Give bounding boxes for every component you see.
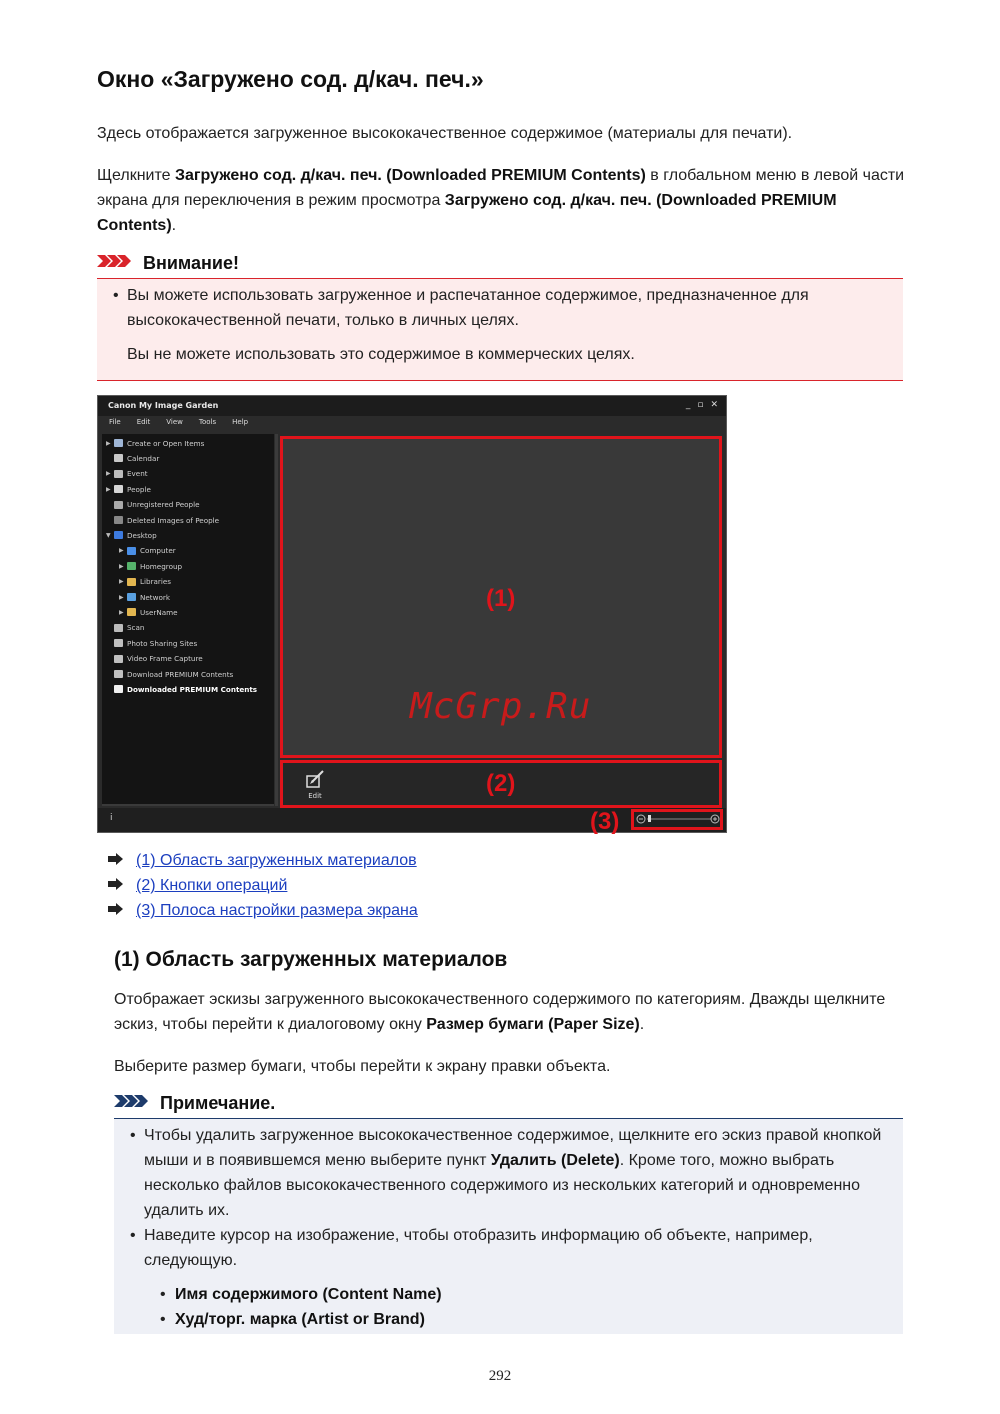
folder-icon xyxy=(114,670,123,678)
sidebar-item[interactable] xyxy=(106,513,219,527)
sidebar-item-label: Deleted Images of People xyxy=(127,515,220,525)
folder-icon xyxy=(114,439,123,447)
sidebar-item[interactable] xyxy=(119,605,178,619)
sidebar-item[interactable] xyxy=(106,636,197,650)
sidebar-item[interactable] xyxy=(106,498,200,512)
sidebar-item[interactable] xyxy=(119,590,170,604)
sidebar-item[interactable] xyxy=(106,467,148,481)
callout-3: (3) xyxy=(590,808,620,835)
caution-heading xyxy=(97,250,239,276)
sidebar-item[interactable] xyxy=(106,482,151,496)
sidebar-item-label: Libraries xyxy=(140,577,172,587)
app-screenshot xyxy=(97,395,727,833)
expand-right-icon[interactable]: ▶ xyxy=(119,608,124,616)
menu-edit[interactable]: Edit xyxy=(136,418,151,426)
link-operation-buttons[interactable]: (2) Кнопки операций xyxy=(136,877,288,894)
note-bold-1: Удалить (Delete) xyxy=(490,1152,620,1169)
note-subbullet-marker: • xyxy=(160,1311,166,1328)
folder-icon xyxy=(127,547,136,555)
sidebar-scrollbar[interactable] xyxy=(102,804,274,806)
sidebar-item[interactable] xyxy=(106,451,159,465)
arrow-right-icon xyxy=(108,902,124,920)
sidebar-item-label: Network xyxy=(140,592,171,602)
folder-icon xyxy=(127,562,136,570)
sidebar-item-label: Calendar xyxy=(127,453,160,463)
expand-right-icon[interactable]: ▶ xyxy=(106,485,111,493)
caution-bullet-continuation: Вы не можете использовать это содержимое в коммерческих целях. xyxy=(127,346,635,363)
note-subbullet-marker: • xyxy=(160,1286,166,1303)
folder-icon xyxy=(127,593,136,601)
sidebar-item-label: Computer xyxy=(140,546,176,556)
caution-label: Внимание! xyxy=(143,252,239,273)
sidebar-item[interactable] xyxy=(106,528,157,542)
sidebar-item[interactable] xyxy=(106,667,233,681)
expand-right-icon[interactable]: ▶ xyxy=(119,593,124,601)
link-display-size-bar[interactable]: (3) Полоса настройки размера экрана xyxy=(136,902,418,919)
edit-label: Edit xyxy=(308,792,322,800)
note-text-1: Чтобы удалить загруженное высококачественное содержимое, щелкните его эскиз правой кнопкой мыши и в появившемся меню выберите пункт xyxy=(144,1127,882,1169)
sidebar-item-label: Create or Open Items xyxy=(127,438,205,448)
callout-2: (2) xyxy=(486,770,516,797)
menu-file[interactable]: File xyxy=(109,418,121,426)
note-arrows-icon xyxy=(114,1093,152,1114)
folder-icon xyxy=(114,516,123,524)
instruction-text-2: в глобальном меню в левой части экрана для переключения в режим просмотра xyxy=(97,167,905,209)
sidebar-item[interactable] xyxy=(106,621,144,635)
edit-icon xyxy=(304,768,326,790)
link-row-2 xyxy=(108,874,287,898)
sidebar-item[interactable] xyxy=(106,682,257,696)
app-menubar xyxy=(98,418,726,432)
folder-icon xyxy=(114,454,123,462)
section-bold-1: Размер бумаги (Paper Size) xyxy=(426,1016,640,1033)
sidebar-item-label: Desktop xyxy=(127,530,157,540)
expand-right-icon[interactable]: ▶ xyxy=(119,547,124,555)
sidebar-item[interactable] xyxy=(106,652,203,666)
folder-icon xyxy=(114,531,123,539)
note-subbullet-2: Худ/торг. марка (Artist or Brand) xyxy=(175,1311,425,1328)
expand-right-icon[interactable]: ▶ xyxy=(106,439,111,447)
sidebar-item[interactable] xyxy=(119,575,171,589)
expand-down-icon[interactable]: ▼ xyxy=(106,531,111,539)
expand-right-icon[interactable]: ▶ xyxy=(119,562,124,570)
callout-1: (1) xyxy=(486,585,516,612)
sidebar-item-label: People xyxy=(127,484,151,494)
folder-icon xyxy=(114,470,123,478)
folder-icon xyxy=(127,608,136,616)
folder-icon xyxy=(127,578,136,586)
folder-icon xyxy=(114,655,123,663)
sidebar-item-label: Video Frame Capture xyxy=(127,654,203,664)
sidebar-item-label: Event xyxy=(127,469,148,479)
caution-bullet-marker: • xyxy=(113,287,119,304)
sidebar-item-label: Photo Sharing Sites xyxy=(127,638,198,648)
section-text-1: Отображает эскизы загруженного высококачественного содержимого по категориям. Дважды щелкните эскиз, чтобы перейти к диалоговому окну xyxy=(114,991,886,1033)
sidebar-item[interactable] xyxy=(106,436,204,450)
maximize-icon[interactable]: ▫ xyxy=(697,400,704,410)
link-downloaded-area[interactable]: (1) Область загруженных материалов xyxy=(136,852,417,869)
sidebar-item-label: Homegroup xyxy=(140,561,183,571)
arrow-right-icon xyxy=(108,852,124,870)
section-paragraph-1 xyxy=(114,987,904,1037)
folder-icon xyxy=(114,501,123,509)
expand-right-icon[interactable]: ▶ xyxy=(106,470,111,478)
menu-help[interactable]: Help xyxy=(232,418,249,426)
note-bullet-2: Наведите курсор на изображение, чтобы отобразить информацию об объекте, например, следующую. xyxy=(144,1227,813,1269)
instruction-text-3: . xyxy=(171,217,177,234)
folder-icon xyxy=(114,624,123,632)
instruction-paragraph xyxy=(97,163,905,238)
watermark: McGrp.Ru xyxy=(410,686,592,727)
sidebar-item-label: Downloaded PREMIUM Contents xyxy=(127,684,258,694)
sidebar-item-label: Unregistered People xyxy=(127,500,200,510)
section-text-2: . xyxy=(639,1016,645,1033)
expand-right-icon[interactable]: ▶ xyxy=(119,578,124,586)
menu-view[interactable]: View xyxy=(166,418,183,426)
sidebar-splitter[interactable] xyxy=(275,434,278,806)
info-icon[interactable]: i xyxy=(110,813,113,823)
minimize-icon[interactable]: _ xyxy=(685,400,691,410)
sidebar-item[interactable] xyxy=(119,559,182,573)
display-size-bar xyxy=(631,809,723,830)
note-bullet-marker: • xyxy=(130,1227,136,1244)
instruction-text-1: Щелкните xyxy=(97,167,175,184)
sidebar-item-label: UserName xyxy=(140,607,178,617)
app-titlebar xyxy=(98,396,726,416)
sidebar-item[interactable] xyxy=(119,544,176,558)
sidebar-item-label: Scan xyxy=(127,623,145,633)
folder-icon xyxy=(114,685,123,693)
folder-icon xyxy=(114,639,123,647)
note-bullet-1 xyxy=(144,1123,889,1223)
page-title: Окно «Загружено сод. д/кач. печ.» xyxy=(97,66,484,92)
folder-icon xyxy=(114,485,123,493)
zoom-slider-handle xyxy=(648,815,651,822)
instruction-bold-2: Загружено сод. д/кач. печ. (Downloaded PREMIUM Contents) xyxy=(97,192,837,234)
link-row-3 xyxy=(108,899,418,923)
edit-button[interactable] xyxy=(304,768,326,800)
caution-arrows-icon xyxy=(97,253,135,274)
caution-bullet-text: Вы можете использовать загруженное и распечатанное содержимое, предназначенное для высококачественной печати, только в личных целях. xyxy=(127,287,809,329)
sidebar-item-label: Download PREMIUM Contents xyxy=(127,669,234,679)
menu-tools[interactable]: Tools xyxy=(198,418,217,426)
app-title: Canon My Image Garden xyxy=(108,401,219,410)
page-number: 292 xyxy=(488,1368,512,1384)
note-heading xyxy=(114,1090,275,1116)
arrow-right-icon xyxy=(108,877,124,895)
section-paragraph-2: Выберите размер бумаги, чтобы перейти к экрану правки объекта. xyxy=(114,1058,611,1075)
section-heading: (1) Область загруженных материалов xyxy=(114,948,508,971)
instruction-bold-1: Загружено сод. д/кач. печ. (Downloaded PREMIUM Contents) xyxy=(174,167,646,184)
global-menu-sidebar xyxy=(102,434,274,806)
note-text-2: . Кроме того, можно выбрать несколько файлов высококачественного содержимого из нескольких категорий и одновременно удалить их. xyxy=(144,1152,861,1219)
note-subbullet-1: Имя содержимого (Content Name) xyxy=(175,1286,442,1303)
close-icon[interactable]: ✕ xyxy=(710,400,718,410)
intro-text: Здесь отображается загруженное высококачественное содержимое (материалы для печати). xyxy=(97,125,793,142)
link-row-1 xyxy=(108,849,417,873)
note-label: Примечание. xyxy=(160,1092,276,1113)
note-bullet-marker: • xyxy=(130,1127,136,1144)
